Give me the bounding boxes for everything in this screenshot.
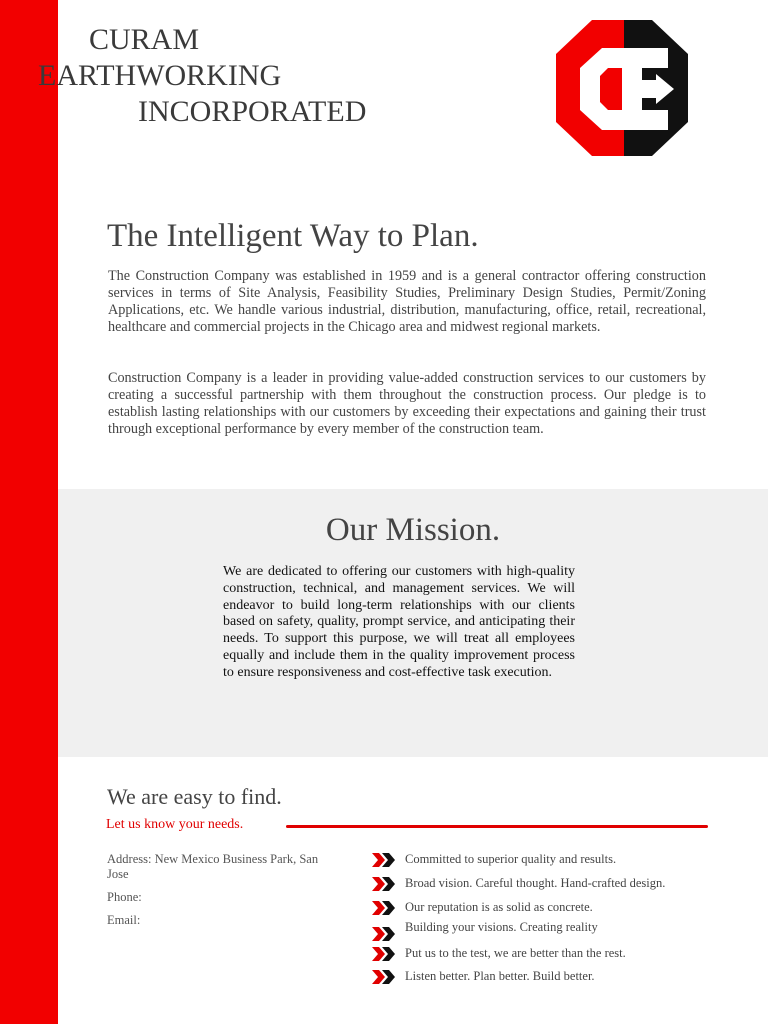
company-name-line2: EARTHWORKING — [38, 59, 282, 92]
double-chevron-icon — [370, 852, 398, 868]
intro-headline: The Intelligent Way to Plan. — [107, 218, 479, 254]
logo-letter-e-arrow — [624, 48, 674, 130]
double-chevron-icon — [370, 876, 398, 892]
intro-paragraph-2: Construction Company is a leader in providing value-added construction services to our customers by creating a successful partnership with them throughout the construction process. Our pledge is to establish lasting relationships with our customers by exceeding their expectations and gaining their trust through exceptional performance by every member of the construction team. — [108, 370, 706, 437]
company-logo — [556, 18, 688, 158]
contact-info — [107, 852, 337, 936]
feature-text: Broad vision. Careful thought. Hand-crafted design. — [405, 876, 666, 890]
mission-text: We are dedicated to offering our customers with high-quality construction, technical, and management services. We will endeavor to build long-term relationships with our clients based on safety, quality, prompt service, and anticipating their needs. To support this purpose, we will treat all employees equally and include them in the quality improvement process to ensure responsiveness and cost-effective task execution. — [223, 564, 575, 680]
feature-text: Listen better. Plan better. Build better. — [405, 969, 595, 983]
intro-paragraph-1: The Construction Company was established in 1959 and is a general contractor offering construction services in terms of Site Analysis, Feasibility Studies, Preliminary Design Studies, Permit/Zoning Applications, etc. We handle various industrial, distribution, manufacturing, office, retail, recreational, healthcare and commercial projects in the Chicago area and midwest regional markets. — [108, 268, 706, 335]
contact-phone: Phone: — [107, 890, 142, 904]
red-divider-line — [286, 825, 708, 828]
mission-title: Our Mission. — [325, 512, 501, 548]
company-name-line1: CURAM — [89, 23, 200, 56]
double-chevron-icon — [370, 900, 398, 916]
double-chevron-icon — [370, 969, 398, 985]
feature-text: Building your visions. Creating reality — [405, 920, 598, 934]
feature-text: Put us to the test, we are better than the rest. — [405, 946, 626, 960]
contact-address: Address: New Mexico Business Park, San Jose — [107, 852, 319, 881]
double-chevron-icon — [370, 926, 398, 942]
find-title: We are easy to find. — [107, 784, 282, 809]
double-chevron-icon — [370, 946, 398, 962]
feature-text: Our reputation is as solid as concrete. — [405, 900, 593, 914]
contact-email: Email: — [107, 913, 141, 927]
find-subtitle: Let us know your needs. — [106, 817, 244, 832]
company-name-line3: INCORPORATED — [138, 95, 367, 128]
feature-text: Committed to superior quality and results. — [405, 852, 617, 866]
